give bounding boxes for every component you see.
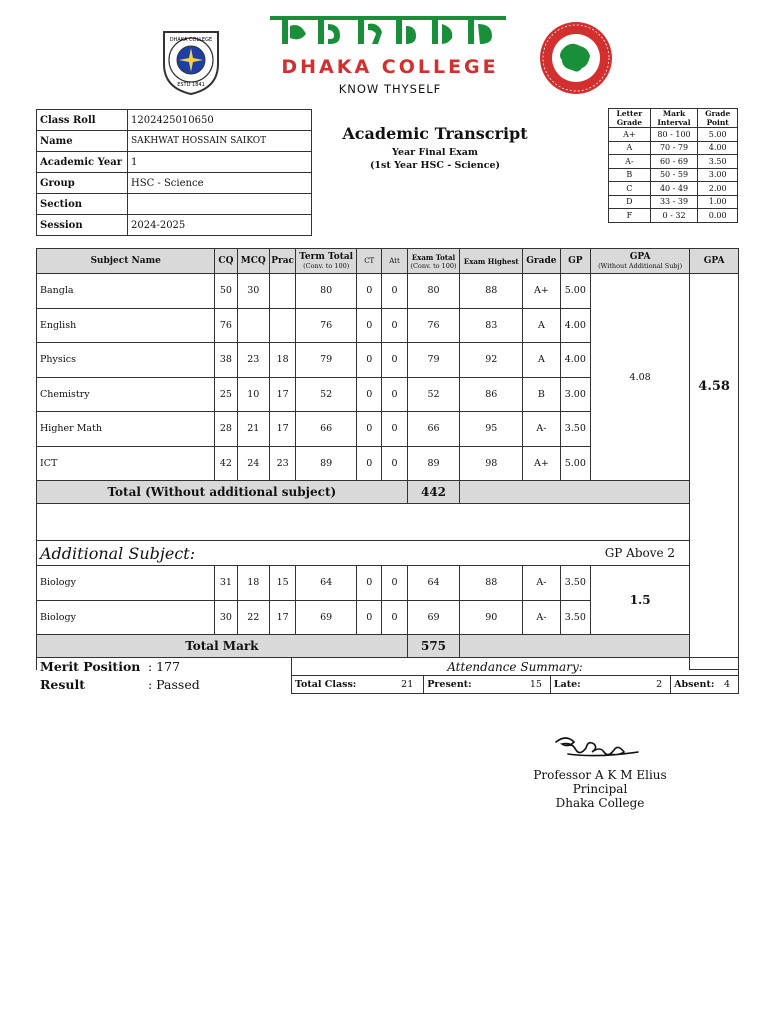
exam-highest: 98 [460, 446, 523, 481]
subject-name: Physics [37, 343, 215, 378]
info-label: Section [37, 194, 128, 215]
header-prac: Prac [269, 249, 295, 274]
exam-total: 64 [407, 566, 460, 601]
exam-name: Year Final Exam [392, 147, 478, 158]
college-motto: KNOW THYSELF [338, 82, 442, 96]
exam-total: 52 [407, 377, 460, 412]
result-value: : Passed [148, 677, 200, 692]
mark-interval: 50 - 59 [650, 168, 698, 182]
cq-mark: 30 [215, 600, 237, 635]
gp: 5.00 [560, 446, 590, 481]
exam-highest: 90 [460, 600, 523, 635]
att-mark: 0 [382, 600, 407, 635]
additional-header-row [37, 541, 739, 566]
grade-point: 5.00 [698, 128, 738, 142]
spacer-row [37, 504, 739, 541]
grade-scale-header [609, 109, 738, 128]
gp: 3.50 [560, 600, 590, 635]
exam-highest: 95 [460, 412, 523, 447]
info-row-group [37, 173, 312, 194]
subject-name: Bangla [37, 274, 215, 309]
additional-subject-label: Additional Subject: [37, 541, 591, 566]
term-total: 69 [296, 600, 357, 635]
att-mark: 0 [382, 446, 407, 481]
grade: B [523, 377, 560, 412]
header-gp: GP [560, 249, 590, 274]
cq-mark: 25 [215, 377, 237, 412]
mcq-mark: 10 [237, 377, 269, 412]
gpa-without-additional: 4.08 [591, 274, 690, 481]
term-total-note: (Conv. to 100) [303, 262, 350, 270]
info-row-class-roll [37, 110, 312, 131]
term-total-label: Term Total [299, 252, 354, 262]
grade-scale-row [609, 168, 738, 182]
cq-mark: 76 [215, 308, 237, 343]
exam-highest: 83 [460, 308, 523, 343]
cq-mark: 50 [215, 274, 237, 309]
header-letter-grade: Letter Grade [609, 109, 651, 128]
prac-mark: 17 [269, 412, 295, 447]
info-row-name [37, 131, 312, 152]
late-value: 2 [603, 676, 670, 694]
term-total: 64 [296, 566, 357, 601]
prac-mark: 17 [269, 377, 295, 412]
letter-grade: A+ [609, 128, 651, 142]
mcq-mark: 22 [237, 600, 269, 635]
subject-name: Chemistry [37, 377, 215, 412]
grade-scale-row [609, 141, 738, 155]
info-row-academic-year [37, 152, 312, 173]
prac-mark: 17 [269, 600, 295, 635]
ct-mark: 0 [357, 274, 382, 309]
grade-point: 3.50 [698, 155, 738, 169]
letter-grade: D [609, 195, 651, 209]
exam-total: 80 [407, 274, 460, 309]
gp: 3.50 [560, 412, 590, 447]
grade-point: 4.00 [698, 141, 738, 155]
gp: 4.00 [560, 343, 590, 378]
header-gpa-without-additional [591, 249, 690, 274]
exam-total: 89 [407, 446, 460, 481]
letter-grade: F [609, 209, 651, 223]
gpa-wo-label: GPA [629, 252, 651, 262]
subject-name: ICT [37, 446, 215, 481]
term-total: 79 [296, 343, 357, 378]
mcq-mark: 18 [237, 566, 269, 601]
grade: A- [523, 412, 560, 447]
mcq-mark [237, 308, 269, 343]
government-seal-icon [536, 20, 616, 96]
subject-name: Biology [37, 566, 215, 601]
exam-total: 66 [407, 412, 460, 447]
ct-mark: 0 [357, 412, 382, 447]
exam-total-note: (Conv. to 100) [410, 261, 457, 270]
gp: 3.00 [560, 377, 590, 412]
result-label: Result [40, 677, 85, 692]
grade-scale-table [608, 108, 738, 223]
present-value: 15 [487, 676, 551, 694]
ct-mark: 0 [357, 566, 382, 601]
cq-mark: 38 [215, 343, 237, 378]
term-total: 89 [296, 446, 357, 481]
principal-designation: Principal [572, 782, 628, 796]
grade: A [523, 343, 560, 378]
total-mark-row [37, 635, 739, 658]
mark-interval: 60 - 69 [650, 155, 698, 169]
mcq-mark: 21 [237, 412, 269, 447]
subject-name: Higher Math [37, 412, 215, 447]
term-total: 66 [296, 412, 357, 447]
grade-scale-row [609, 195, 738, 209]
grade: A [523, 308, 560, 343]
info-value: SAKHWAT HOSSAIN SAIKOT [128, 131, 312, 152]
info-value: 1 [128, 152, 312, 173]
grade: A+ [523, 274, 560, 309]
exam-total: 69 [407, 600, 460, 635]
attendance-title: Attendance Summary: [292, 658, 739, 676]
student-info-table [36, 109, 312, 236]
info-value: 2024-2025 [128, 215, 312, 236]
mcq-mark: 24 [237, 446, 269, 481]
gpa-final: 4.58 [690, 274, 739, 670]
letter-grade: C [609, 182, 651, 196]
exam-highest: 86 [460, 377, 523, 412]
mark-interval: 70 - 79 [650, 141, 698, 155]
total-mark-label: Total Mark [37, 635, 408, 658]
present-label: Present: [424, 676, 487, 694]
total-row [37, 481, 739, 504]
mark-interval: 33 - 39 [650, 195, 698, 209]
transcript-title: Academic Transcript [342, 124, 528, 143]
grade-point: 3.00 [698, 168, 738, 182]
att-mark: 0 [382, 308, 407, 343]
grade-point: 2.00 [698, 182, 738, 196]
gp: 3.50 [560, 566, 590, 601]
att-mark: 0 [382, 566, 407, 601]
principal-institution: Dhaka College [555, 796, 645, 810]
late-label: Late: [550, 676, 603, 694]
mcq-mark: 30 [237, 274, 269, 309]
total-class-label: Total Class: [292, 676, 365, 694]
grade-point: 1.00 [698, 195, 738, 209]
gp: 5.00 [560, 274, 590, 309]
principal-name: Professor A K M Elius [533, 768, 667, 782]
gpa-wo-note: (Without Additional Subj) [598, 262, 683, 270]
mark-interval: 80 - 100 [650, 128, 698, 142]
header-exam-highest: Exam Highest [460, 249, 523, 274]
grade-scale-row [609, 182, 738, 196]
cq-mark: 31 [215, 566, 237, 601]
prac-mark: 15 [269, 566, 295, 601]
term-total: 52 [296, 377, 357, 412]
prac-mark: 18 [269, 343, 295, 378]
exam-highest: 92 [460, 343, 523, 378]
header-grade: Grade [523, 249, 560, 274]
info-value [128, 194, 312, 215]
attendance-summary-table [291, 657, 739, 694]
mark-interval: 40 - 49 [650, 182, 698, 196]
header-mark-interval: Mark Interval [650, 109, 698, 128]
total-label: Total (Without additional subject) [37, 481, 408, 504]
merit-result-block [40, 659, 200, 692]
header-subject: Subject Name [37, 249, 215, 274]
subject-name: English [37, 308, 215, 343]
info-value: HSC - Science [128, 173, 312, 194]
ct-mark: 0 [357, 600, 382, 635]
college-name-bengali-logo [268, 12, 508, 52]
info-label: Group [37, 173, 128, 194]
ct-mark: 0 [357, 343, 382, 378]
principal-signature [548, 728, 648, 768]
additional-subject-row [37, 566, 739, 601]
info-label: Session [37, 215, 128, 236]
ct-mark: 0 [357, 377, 382, 412]
info-label: Class Roll [37, 110, 128, 131]
prac-mark [269, 308, 295, 343]
prac-mark: 23 [269, 446, 295, 481]
absent-label: Absent: [671, 676, 724, 694]
gp: 4.00 [560, 308, 590, 343]
exam-class: (1st Year HSC - Science) [369, 160, 501, 171]
header-att: Att [382, 249, 407, 274]
attendance-row [292, 676, 739, 694]
grade-scale-row [609, 128, 738, 142]
grade-point: 0.00 [698, 209, 738, 223]
total-class-value: 21 [364, 676, 424, 694]
crest-estd-text: ESTD 1841 [177, 82, 205, 88]
subject-name: Biology [37, 600, 215, 635]
merit-position-value: : 177 [148, 659, 181, 674]
header-ct: CT [357, 249, 382, 274]
mark-interval: 0 - 32 [650, 209, 698, 223]
info-label: Name [37, 131, 128, 152]
att-mark: 0 [382, 274, 407, 309]
letter-grade: B [609, 168, 651, 182]
header-gpa: GPA [690, 249, 739, 274]
header-term-total [296, 249, 357, 274]
header-exam-total [407, 249, 460, 274]
header-cq: CQ [215, 249, 237, 274]
subject-row [37, 274, 739, 309]
exam-total: 79 [407, 343, 460, 378]
header-mcq: MCQ [237, 249, 269, 274]
grade: A- [523, 600, 560, 635]
letter-grade: A [609, 141, 651, 155]
marks-table [36, 248, 739, 670]
absent-value: 4 [724, 676, 739, 694]
marks-header-row [37, 249, 739, 274]
cq-mark: 42 [215, 446, 237, 481]
prac-mark [269, 274, 295, 309]
college-name-bengali-text: ঢাকা কলেজ [383, 47, 393, 49]
dhaka-college-crest-logo [158, 24, 224, 96]
grade: A- [523, 566, 560, 601]
total-mark-value: 575 [407, 635, 460, 658]
merit-position-label: Merit Position [40, 659, 141, 674]
exam-highest: 88 [460, 566, 523, 601]
att-mark: 0 [382, 343, 407, 378]
gp-above-value: 1.5 [591, 566, 690, 635]
mcq-mark: 23 [237, 343, 269, 378]
grade: A+ [523, 446, 560, 481]
ct-mark: 0 [357, 446, 382, 481]
att-mark: 0 [382, 412, 407, 447]
exam-total-label: Exam Total [411, 252, 456, 262]
grade-scale-row [609, 155, 738, 169]
info-label: Academic Year [37, 152, 128, 173]
info-row-section [37, 194, 312, 215]
exam-highest: 88 [460, 274, 523, 309]
college-name-english: DHAKA COLLEGE [281, 56, 499, 78]
term-total: 80 [296, 274, 357, 309]
total-value: 442 [407, 481, 460, 504]
info-value: 1202425010650 [128, 110, 312, 131]
term-total: 76 [296, 308, 357, 343]
ct-mark: 0 [357, 308, 382, 343]
info-row-session [37, 215, 312, 236]
gp-above-label: GP Above 2 [591, 541, 690, 566]
exam-total: 76 [407, 308, 460, 343]
principal-block [510, 768, 690, 810]
grade-scale-row [609, 209, 738, 223]
crest-ring-text: DHAKA COLLEGE [169, 37, 213, 43]
letter-grade: A- [609, 155, 651, 169]
cq-mark: 28 [215, 412, 237, 447]
header-grade-point: Grade Point [698, 109, 738, 128]
att-mark: 0 [382, 377, 407, 412]
